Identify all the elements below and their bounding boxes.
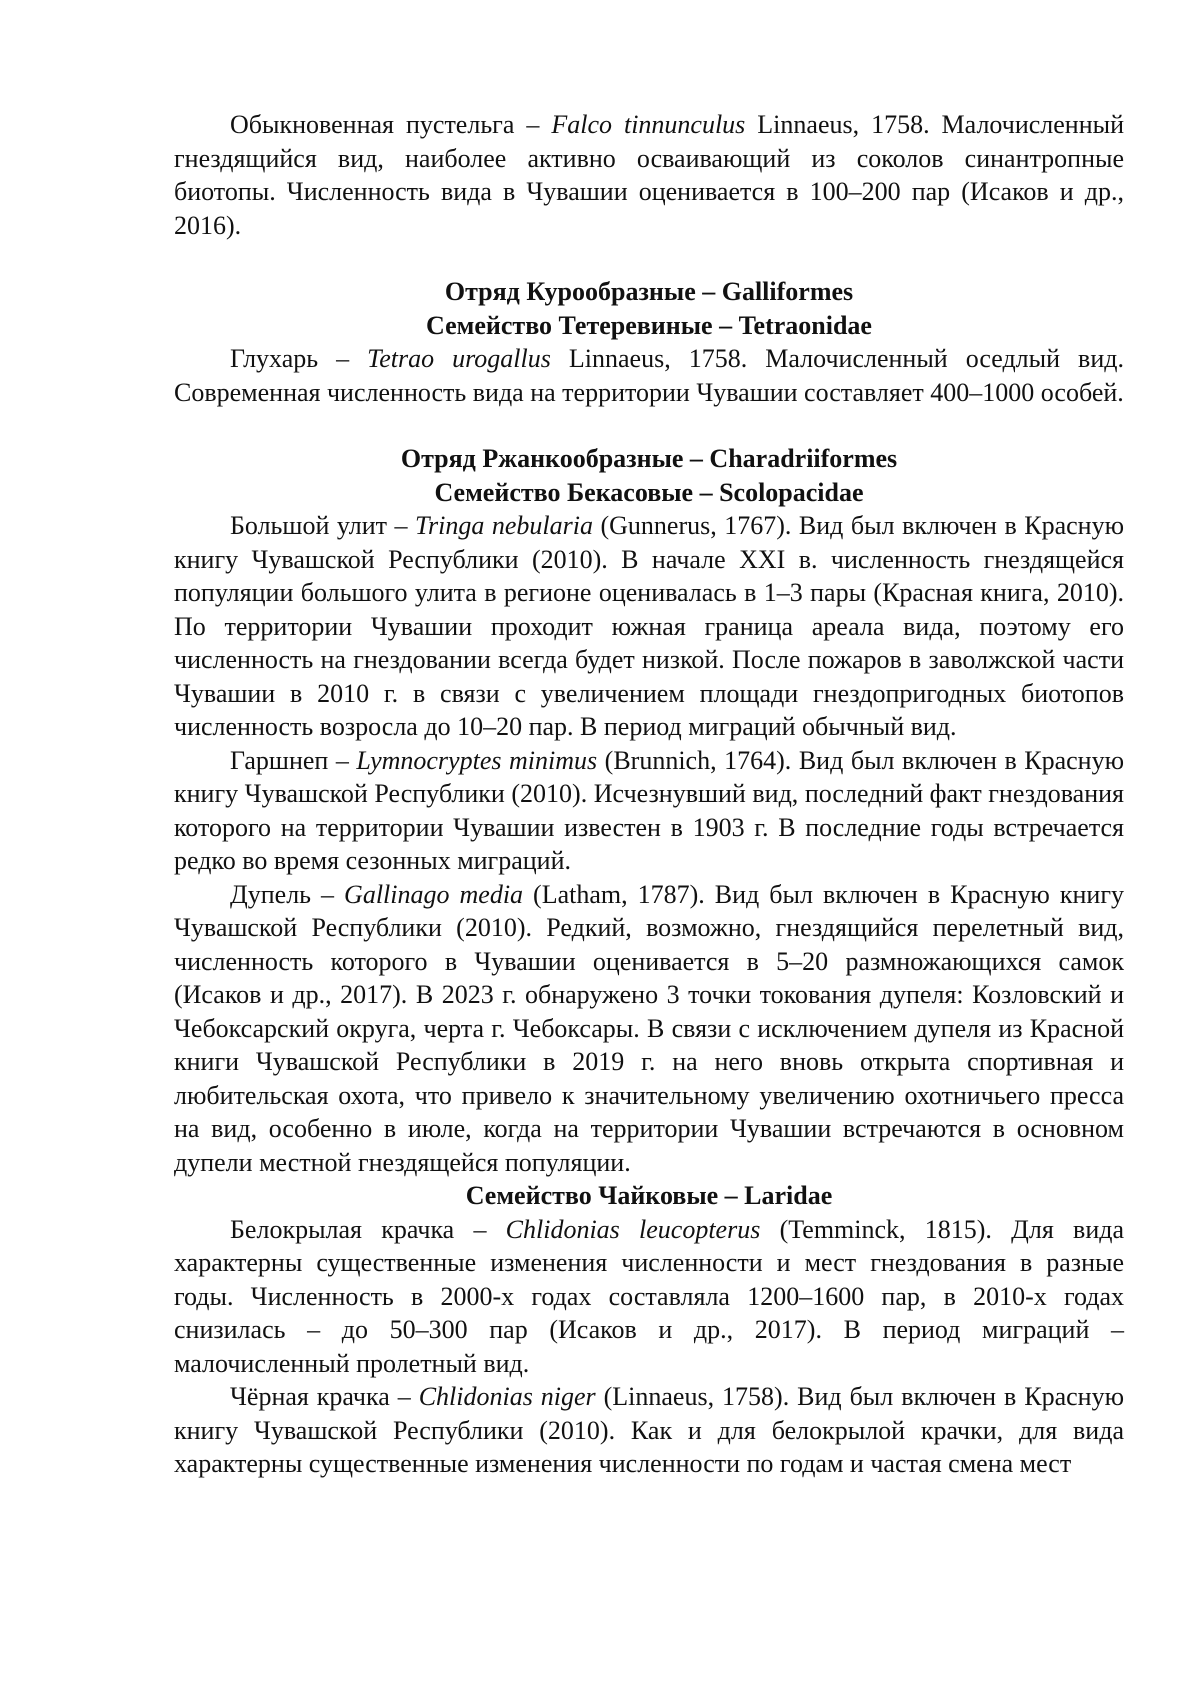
paragraph-tetrao-urogallus: [174, 342, 1124, 409]
paragraph-chlidonias-leucopterus: [174, 1213, 1124, 1381]
species-latin-name: Tetrao urogallus: [367, 344, 551, 373]
species-name: Чёрная крачка –: [230, 1382, 419, 1411]
species-description: (Latham, 1787). Вид был включен в Красную книгу Чувашской Республики (2010). Редкий, возможно, гнездящийся перелетный вид, численность которого в Чувашии оценивается в 5–20 размножающихся самок (Исаков и др., 2017). В 2023 г. обнаружено 3 точки токования дупеля: Козловский и Чебоксарский округа, черта г. Чебоксары. В связи с исключением дупеля из Красной книги Чувашской Республики в 2019 г. на него вновь открыта спортивная и любительская охота, что привело к значительному увеличению охотничьего пресса на вид, особенно в июле, когда на территории Чувашии встречаются в основном дупели местной гнездящейся популяции.: [174, 879, 1124, 1177]
document-page: [174, 108, 1124, 1481]
family-heading-laridae: Семейство Чайковые – Laridae: [465, 1181, 833, 1210]
species-description: (Brunnich, 1764). Вид был включен в Красную книгу Чувашской Республики (2010). Исчезнувший вид, последний факт гнездования которого на территории Чувашии известен в 1903 г. В последние годы встречается редко во время сезонных миграций.: [174, 745, 1125, 875]
species-latin-name: Lymnocryptes minimus: [356, 745, 598, 775]
species-name: Гаршнеп –: [230, 745, 357, 775]
species-description: (Temminck, 1815). Для вида характерны существенные изменения численности и мест гнездования в разные годы. Численность в 2000-х годах составляла 1200–1600 пар, в 2010-х годах снизилась – до 50–300 пар (Исаков и др., 2017). В период миграций – малочисленный пролетный вид.: [174, 1214, 1124, 1378]
species-description: Linnaeus, 1758. Малочисленный гнездящийся вид, наиболее активно осваивающий из соколов синантропные биотопы. Численность вида в Чувашии оценивается в 100–200 пар (Исаков и др., 2016).: [174, 110, 1125, 240]
family-heading-scolopacidae: Семейство Бекасовые – Scolopacidae: [434, 477, 864, 507]
species-description: (Gunnerus, 1767). Вид был включен в Красную книгу Чувашской Республики (2010). В начале XXI в. численность гнездящейся популяции большого улита в регионе оценивалась в 1–3 пары (Красная книга, 2010). По территории Чувашии проходит южная граница ареала вида, поэтому его численность на гнездовании всегда будет низкой. После пожаров в заволжской части Чувашии в 2010 г. в связи с увеличением площади гнездопригодных биотопов численность возросла до 10–20 пар. В период миграций обычный вид.: [174, 511, 1124, 741]
species-latin-name: Chlidonias niger: [418, 1382, 596, 1411]
order-heading-galliformes: Отряд Курообразные – Galliformes: [444, 277, 854, 306]
species-name: Обыкновенная пустельга –: [230, 110, 552, 139]
species-name: Белокрылая крачка –: [230, 1214, 506, 1244]
species-name: Дупель –: [230, 879, 345, 909]
species-description: Linnaeus, 1758. Малочисленный оседлый вид. Современная численность вида на территории Чувашии составляет 400–1000 особей.: [174, 344, 1124, 407]
family-heading-tetraonidae: Семейство Тетеревиные – Tetraonidae: [426, 310, 872, 340]
paragraph-gallinago-media: [174, 878, 1124, 1180]
species-name: Большой улит –: [230, 511, 415, 540]
paragraph-lymnocryptes-minimus: [174, 744, 1124, 878]
paragraph-tringa-nebularia: [174, 509, 1124, 744]
order-heading-charadriiformes: Отряд Ржанкообразные – Charadriiformes: [400, 444, 898, 473]
species-description: (Linnaeus, 1758). Вид был включен в Красную книгу Чувашской Республики (2010). Как и для белокрылой крачки, для вида характерны существенные изменения численности по годам и частая смена мест: [174, 1382, 1124, 1478]
species-latin-name: Chlidonias leucopterus: [505, 1214, 761, 1244]
species-latin-name: Tringa nebularia: [415, 511, 593, 540]
species-name: Глухарь –: [230, 344, 368, 373]
species-latin-name: Falco tinnunculus: [551, 110, 746, 139]
species-latin-name: Gallinago media: [344, 879, 524, 909]
paragraph-falco-tinnunculus: [174, 108, 1124, 242]
paragraph-chlidonias-niger: [174, 1380, 1124, 1481]
